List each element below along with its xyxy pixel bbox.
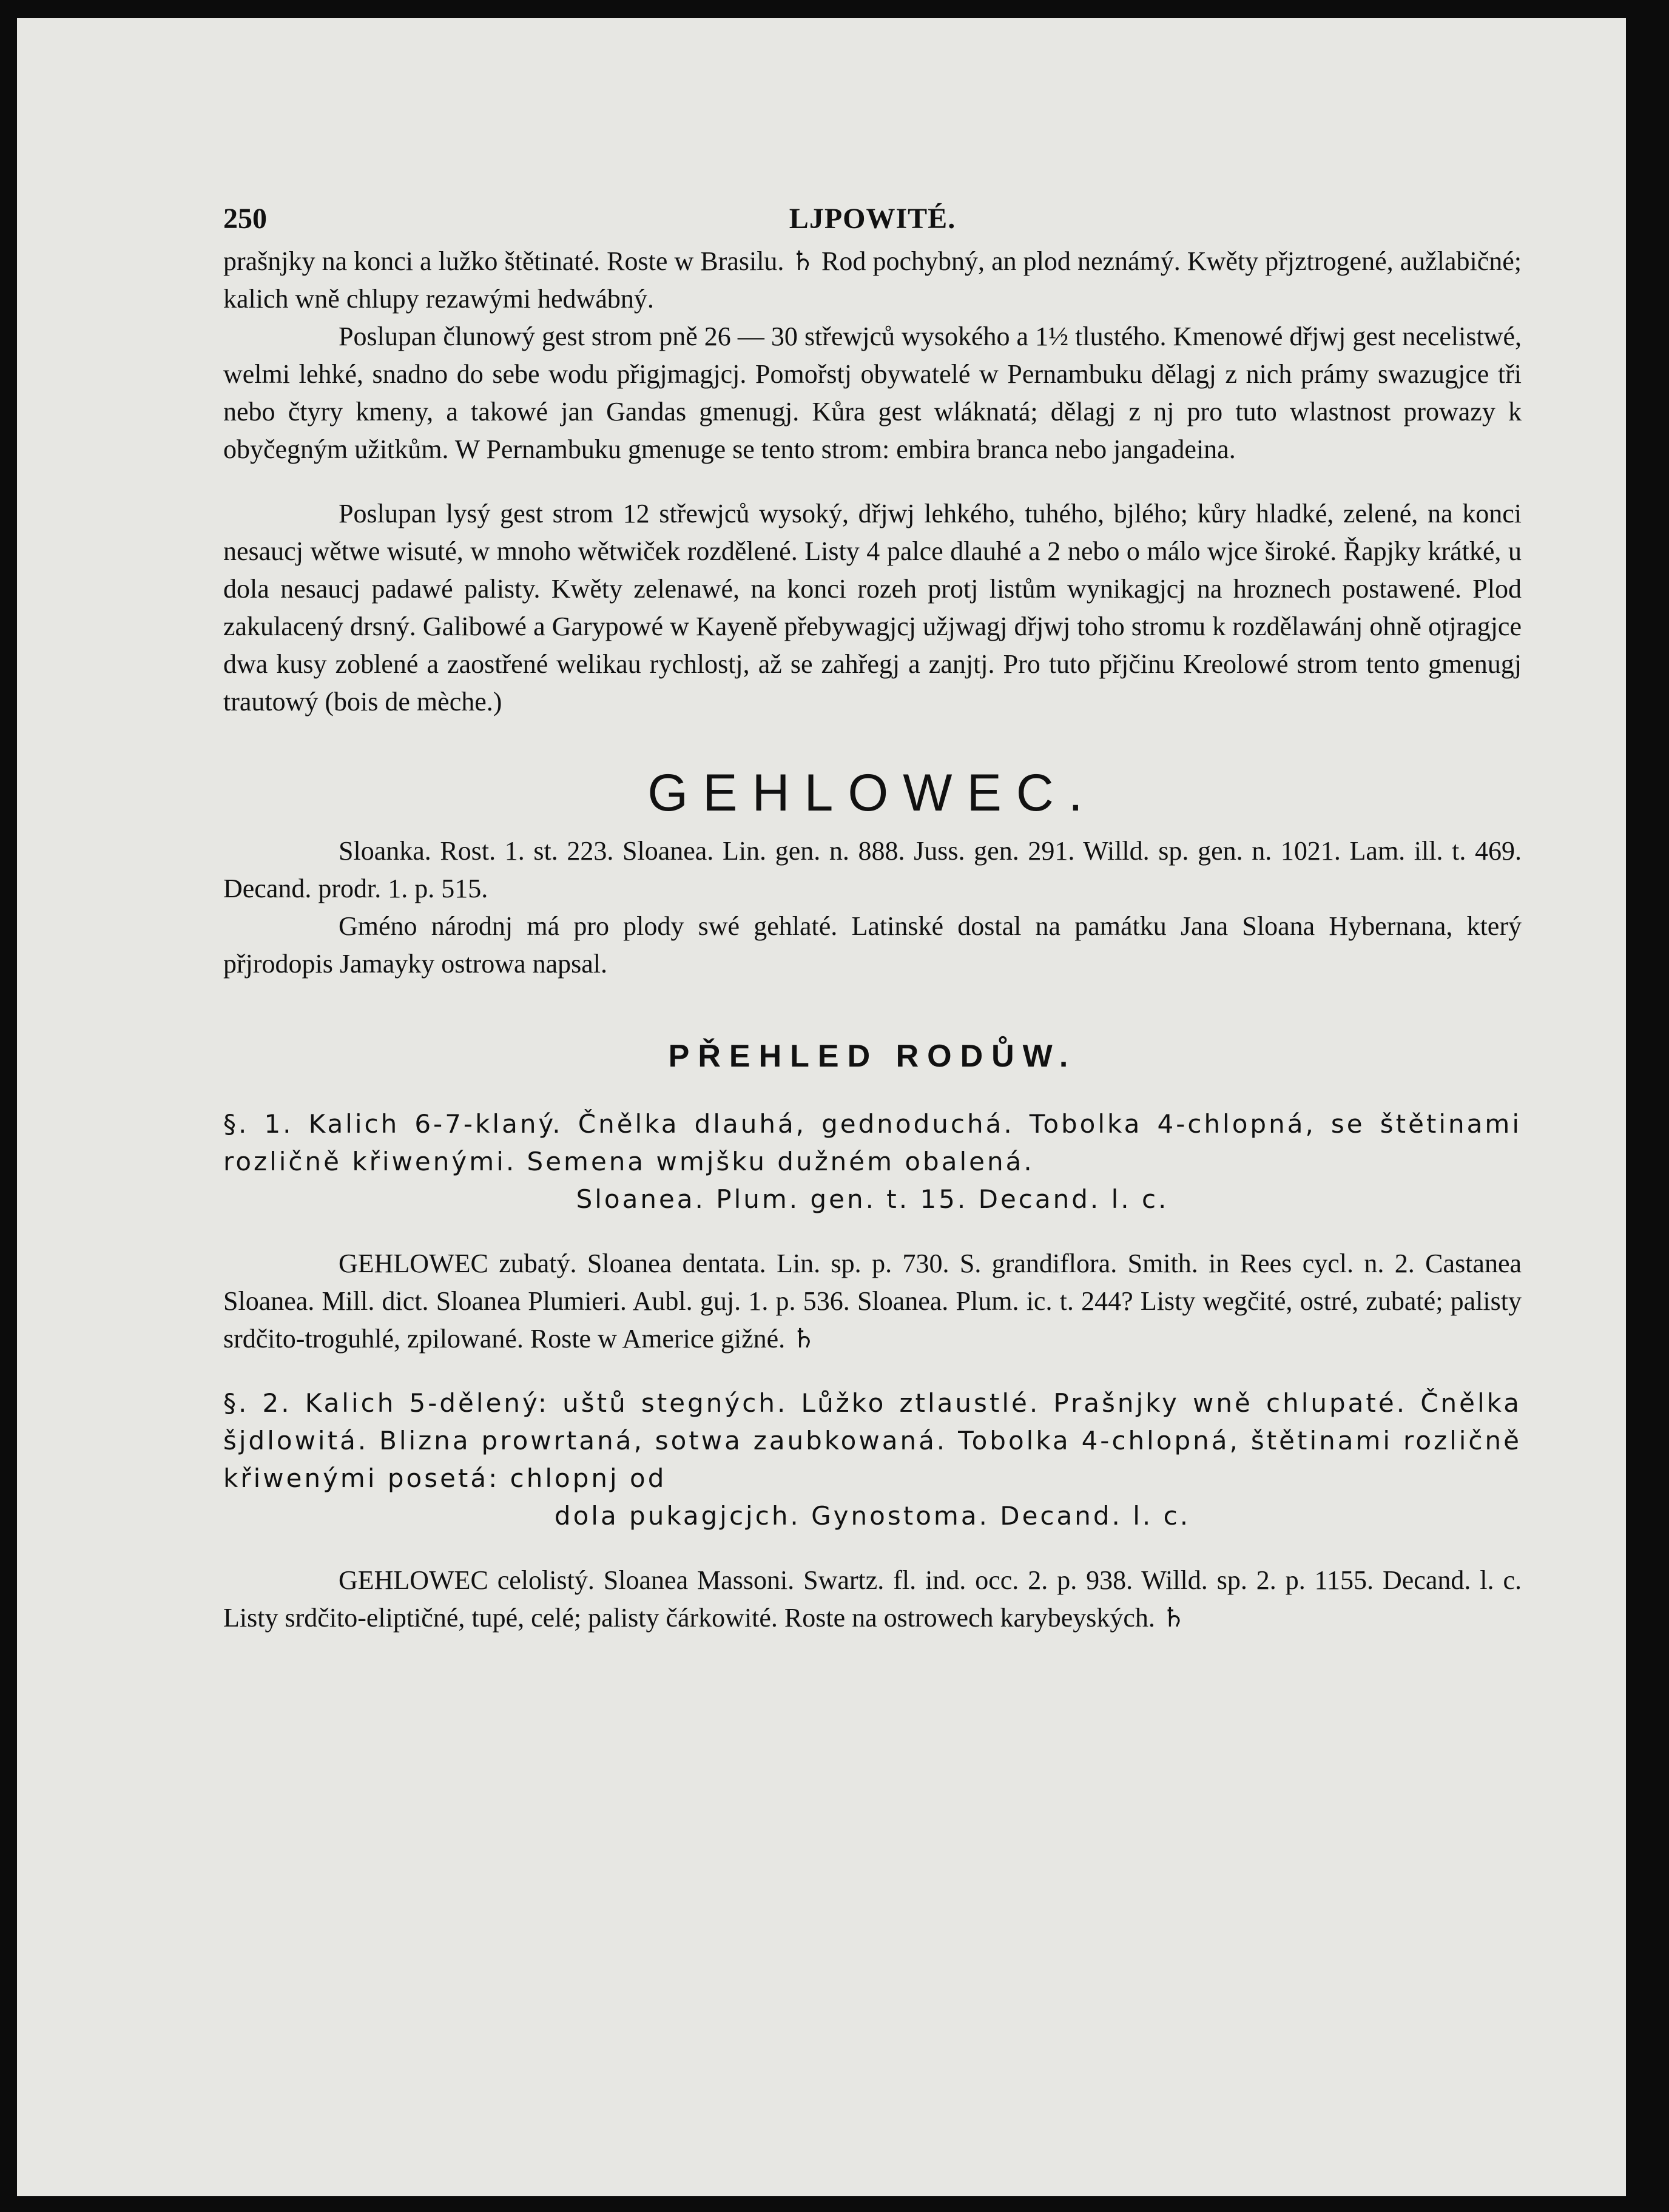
overview-title: PŘEHLED RODŮW. bbox=[668, 1039, 1077, 1074]
genus-group-2: §. 2. Kalich 5-dělený: uštů stegných. Lůžko ztlaustlé. Prašnjky wně chlupaté. Čnělka šjdlowitá. Blizna prowrtaná, sotwa zaubkowaná. Tobolka 4-chlopná, štětinami rozličně křiwenými posetá: chlopnj od bbox=[223, 1388, 1522, 1493]
paragraph-synonyms: Sloanka. Rost. 1. st. 223. Sloanea. Lin. gen. n. 888. Juss. gen. 291. Willd. sp. gen. n. 1021. Lam. ill. t. 469. Decand. prodr. 1. p. 515. bbox=[223, 836, 1522, 903]
paragraph-poslupan-lysy: Poslupan lysý gest strom 12 střewjců wysoký, dřjwj lehkého, tuhého, bjlého; kůry hladké, zelené, na konci nesaucj wětwe wisuté, w mnoho wětwiček rozdělené. Listy 4 palce dlauhé a 2 nebo o málo wjce široké. Řapjky krátké, u dola nesaucj padawé palisty. Kwěty zelenawé, na konci rozeh protj listům wynikagjcj na hroznech postawené. Plod zakulacený drsný. Galibowé a Garypowé w Kayeně přebywagjcj užjwagj dřjwj toho stromu k rozdělawánj ohně otjragjce dwa kusy zoblené a zaostřené welikau rychlostj, až se zahřegj a zanjtj. Pro tuto přjčinu Kreolowé strom tento gmenugj trautowý (bois de mèche.) bbox=[223, 499, 1522, 717]
page-header bbox=[223, 194, 1522, 243]
genus-group-1: §. 1. Kalich 6-7-klaný. Čnělka dlauhá, gednoduchá. Tobolka 4-chlopná, se štětinami rozličně křiwenými. Semena wmjšku dužném obalená. bbox=[223, 1109, 1522, 1176]
paragraph-continuation: prašnjky na konci a lužko štětinaté. Roste w Brasilu. ♄ Rod pochybný, an plod neznámý. Kwěty přjztrogené, aužlabičné; kalich wně chlupy rezawými hedwábný. bbox=[223, 246, 1522, 314]
genus-group-2-reference: dola pukagjcjch. Gynostoma. Decand. l. c. bbox=[554, 1501, 1191, 1531]
page-text bbox=[223, 194, 1522, 1637]
running-title: LJPOWITÉ. bbox=[789, 203, 956, 235]
genus-group-1-reference: Sloanea. Plum. gen. t. 15. Decand. l. c. bbox=[576, 1184, 1169, 1214]
species-zubaty: GEHLOWEC zubatý. Sloanea dentata. Lin. sp. p. 730. S. grandiflora. Smith. in Rees cycl. n. 2. Castanea Sloanea. Mill. dict. Sloanea Plumieri. Aubl. guj. 1. p. 536. Sloanea. Plum. ic. t. 244? Listy wegčité, ostré, zubaté; palisty srdčito-troguhlé, zpilowané. Roste w Americe gižné. ♄ bbox=[223, 1249, 1522, 1354]
book-page bbox=[17, 18, 1626, 2196]
paragraph-name-origin: Gméno národnj má pro plody swé gehlaté. Latinské dostal na památku Jana Sloana Hybernana, který přjrodopis Jamayky ostrowa napsal. bbox=[223, 911, 1522, 979]
page-number: 250 bbox=[223, 203, 267, 235]
paragraph-poslupan-clunovy: Poslupan člunowý gest strom pně 26 — 30 střewjců wysokého a 1½ tlustého. Kmenowé dřjwj gest necelistwé, welmi lehké, snadno do sebe wodu přigjmagjcj. Pomořstj obywatelé w Pernambuku dělagj z nich prámy swazugjce tři nebo čtyry kmeny, a takowé jan Gandas gmenugj. Kůra gest wláknatá; dělagj z nj pro tuto wlastnost prowazy k obyčegným užitkům. W Pernambuku gmenuge se tento strom: embira branca nebo jangadeina. bbox=[223, 322, 1522, 464]
species-celolisty: GEHLOWEC celolistý. Sloanea Massoni. Swartz. fl. ind. occ. 2. p. 938. Willd. sp. 2. p. 1155. Decand. l. c. Listy srdčito-eliptičné, tupé, celé; palisty čárkowité. Roste na ostrowech karybeyských. ♄ bbox=[223, 1565, 1522, 1633]
section-title: GEHLOWEC. bbox=[647, 764, 1097, 822]
